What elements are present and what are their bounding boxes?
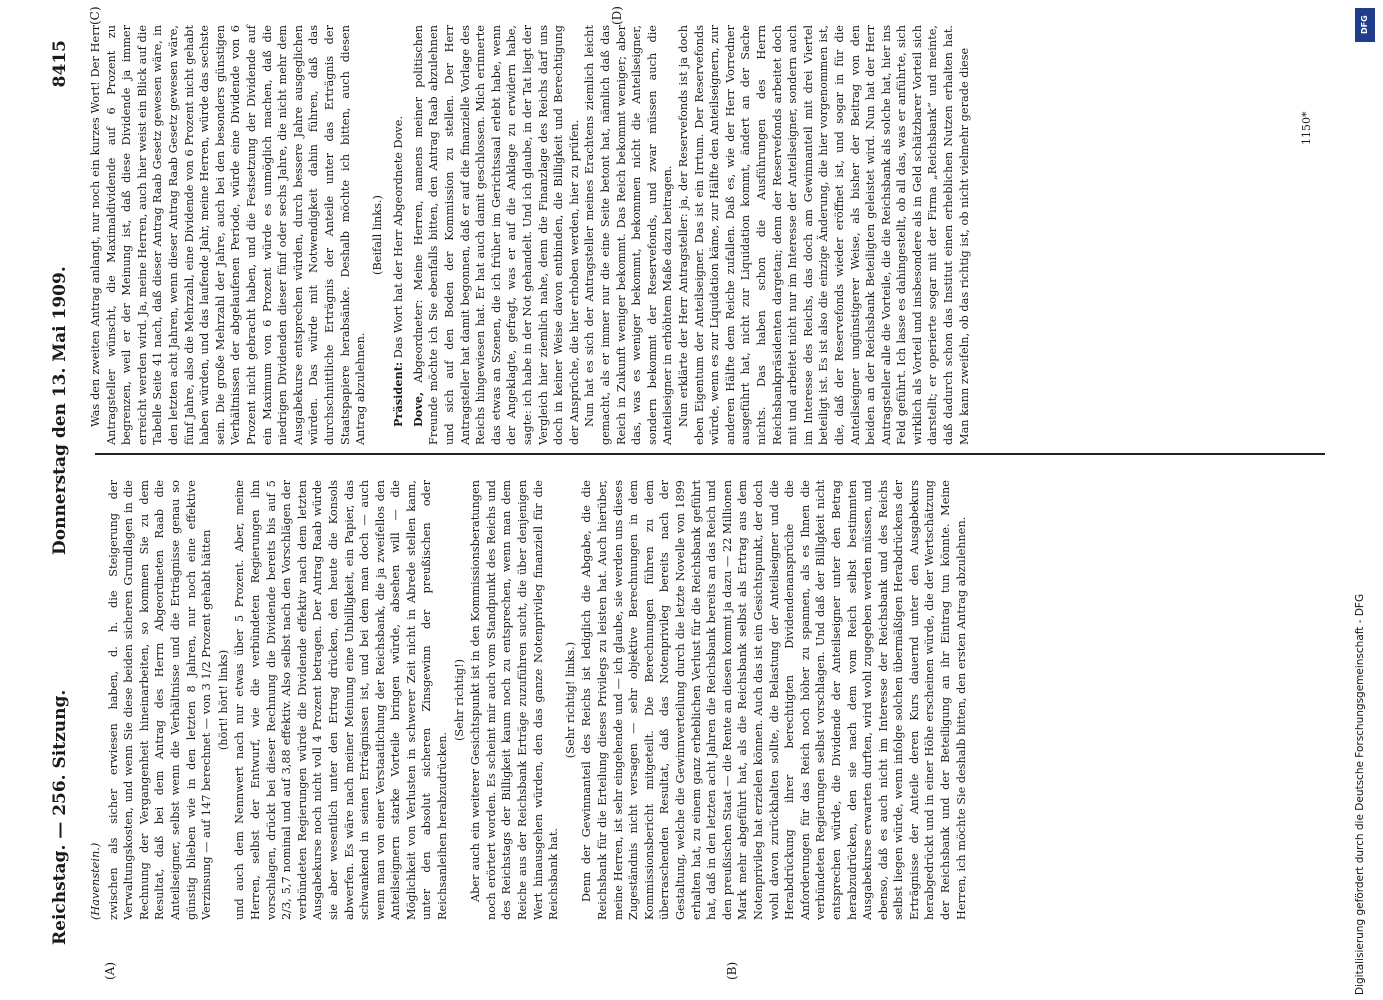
header-left: Reichstag. — 256. Sitzung. [50,689,70,945]
paragraph: und auch dem Nennwert nach nur etwas über 5 Prozent. Aber, meine Herren, selbst der Entwurf, wie die verbündeten Regierungen ihn vorschlagen, drückt bei dieser Rechnung die Dividende bereits bis auf 5 2/3, 5,7 nominal und auf 3,88 effektiv. Also selbst nach den Vorschlägen der verbündeten Regierungen würde die Dividende effektiv nach dem letzten Ausgabekurse noch nicht voll 4 Prozent betragen. Der Antrag Raab würde sie aber wesentlich unter den Ertrag drücken, den heute die Konsols abwerfen. Es wäre nach meiner Meinung eine Unbilligkeit, ein Papier, das schwankend in seinen Erträgnissen ist, und bei dem man doch — auch wenn man von einer Verstaatlichung der Reichsbank, die ja zweifellos den Anteilseignern starke Vorteile bringen würde, absehen will — die Möglichkeit von Verlusten in schwerer Zeit nicht in Abrede stellen kann, unter den absolut sicheren Zinsgewinn der preußischen oder Reichsanleihen herabzudrücken. [233,480,450,920]
paragraph: zwischen als sicher erwiesen haben, d. h. die Steigerung der Verwaltungskosten, und wenn Sie diese beiden sicheren Grundlagen in die Rechnung der Vergangenheit hineinarbeiten, so kommen Sie zu dem Resultat, daß bei dem Antrag des Herrn Abgeordneten Raab die Anteilseigner, selbst wenn die Verhältnisse und die Erträgnisse genau so günstig blieben wie in den letzten 8 Jahren, nur noch eine effektive Verzinsung — auf 147 berechnet — von 3 1/2 Prozent gehabt hätten [106,480,214,920]
column-divider [95,453,1325,455]
interjection: (Beifall links.) [370,195,384,275]
left-column [88,480,1308,920]
paragraph: Was den zweiten Antrag anlangt, nur noch ein kurzes Wort! Der Herr Antragsteller wünscht, die Maximaldividende auf 6 Prozent zu begrenzen, weil er der Meinung ist, daß diese Dividende ja immer erreicht werden wird. Ja, meine Herren, auch hier weist ein Blick auf die Tabelle Seite 41 nach, daß dieser Antrag Raab Gesetz gewesen wäre, in den letzten acht Jahren, wenn dieser Antrag Raab Gesetz gewesen wäre, fünf Jahre, also die Mehrzahl, eine Dividende von 6 Prozent nicht gehabt haben würden, und das laufende Jahr, meine Herren, würde das sechste sein. Die große Mehrzahl der Jahre, auch bei den besonders günstigen Verhältnissen der abgelaufenen Periode, würde eine Dividende von 6 Prozent nicht gebracht haben, und die Festsetzung der Dividende auf ein Maximum von 6 Prozent würde es unmöglich machen, daß die niedrigen Dividenden dieser fünf oder sechs Jahre, die nicht mehr dem Ausgabekurse entsprechen würden, durch bessere Jahre ausgeglichen würden. Das würde mit Notwendigkeit dahin führen, daß das durchschnittliche Erträgnis der Anteile unter das Erträgnis der Staatspapiere herabsänke. Deshalb möchte ich bitten, auch diesen Antrag abzulehnen. [89,25,368,445]
margin-mark-b: (B) [725,961,739,980]
paragraph: Aber auch ein weiterer Gesichtspunkt ist in den Kommissionsberatungen noch erörtert worden. Es scheint mir auch vom Standpunkt des Reichs und des Reichstags der Billigkeit kaum noch zu entsprechen, wenn man dem Reiche aus der Reichsbank Erträge zuzuführen sucht, die über denjenigen Wert hinausgehen würden, den das ganze Notenprivileg finanziell für die Reichsbank hat. [469,480,561,920]
digitization-note: Digitalisierung gefördert durch die Deutsche Forschungsgemeinschaft - DFG [1354,593,1366,995]
interjection: (hört! hört! links) [216,649,230,751]
right-column [88,25,1308,445]
speaker-text: Abgeordneter: Meine Herren, namens meiner politischen Freunde möchte ich Sie ebenfalls bitten, den Antrag Raab abzulehnen und sich auf den Boden der Kommission zu stellen. Der Herr Antragsteller hat damit begonnen, daß er auf die finanzielle Vorlage des Reichs hingewiesen hat. Er hat auch damit geschlossen. Mich erinnerte das etwas an Szenen, die ich früher im Gerichtssaal erlebt habe, wenn der Angeklagte, gefragt, was er auf die Anklage zu erwidern habe, sagte: ich habe in der Not gehandelt. Und ich glaube, in der Tat liegt der Vergleich hier ziemlich nahe, denn die Finanzlage des Reichs darf uns doch in keiner Weise davon entbinden, die Billigkeit und Berechtigung der Ansprüche, die hier erhoben werden, hier zu prüfen. [411,25,581,445]
margin-mark-a: (A) [103,961,117,980]
page-number: 8415 [50,40,70,88]
margin-mark-d: (D) [610,6,624,25]
interjection: (Sehr richtig! links.) [563,641,577,759]
president-text: Das Wort hat der Herr Abgeordnete Dove. [392,115,406,359]
header-date: Donnerstag den 13. Mai 1909. [50,266,70,555]
speaker-label: Dove, [410,391,425,427]
time-stamp: 1150* [1300,111,1313,145]
interjection: (Sehr richtig!) [452,658,466,742]
page-header [40,40,80,945]
margin-mark-c: (C) [88,6,102,25]
paragraph: Denn der Gewinnanteil des Reichs ist lediglich die Abgabe, die die Reichsbank für die Erteilung dieses Privilegs zu leisten hat. Auch hierüber, meine Herren, ist sehr eingehende und — ich glaube, sie werden uns dieses Zugeständnis nicht versagen — sehr objektive Berechnungen in dem Kommissionsbericht mitgeteilt. Die Berechnungen führen zu dem überraschenden Resultat, daß das Notenprivileg bereits nach der Gestaltung, welche die Gewinnverteilung durch die letzte Novelle von 1899 erhalten hat, zu einem ganz erheblichen Verlust für die Reichsbank geführt hat, daß in den letzten acht Jahren die Reichsbank bereits an das Reich und den preußischen Staat — die Rente an diesen kommt ja dazu — 22 Millionen Mark mehr abgeführt hat, als die Reichsbank selbst als Ertrag aus dem Notenprivileg hat erzielen können. Auch das ist ein Gesichtspunkt, der doch wohl davon zurückhalten sollte, die Belastung der Anteilseigner und die Herabdrückung ihrer berechtigten Dividendenansprüche die Anforderungen für das Reich noch höher zu spannen, als es Ihnen die verbündeten Regierungen selbst vorschlagen. Und daß der Billigkeit nicht entsprechen würde, die Dividende der Anteilseigner unter den Betrag herabzudrücken, den sie nach dem vom Reich selbst bestimmten Ausgabekurse erwarten durften, wird wohl zugegeben werden müssen, und ebenso, daß es auch nicht im Interesse der Reichsbank und des Reichs selbst liegen würde, wenn infolge solchen übermäßigen Herabdrückens der Erträgnisse der Anteile deren Kurs dauernd unter den Ausgabekurs herabgedrückt und in einer Höhe erscheinen würde, die der Wertschätzung der Reichsbank und der Beteiligung an ihr Eintrag tun könnte. Meine Herren, ich möchte Sie deshalb bitten, den ersten Antrag abzulehnen. [580,480,968,920]
president-label: Präsident: [391,361,406,427]
dfg-logo: DFG [1355,8,1375,42]
paragraph: Nun hat es sich der Antragsteller meines Erachtens ziemlich leicht gemacht, als er immer nur die eine Seite betont hat, nämlich daß das Reich in Zukunft weniger bekommt. Das Reich bekommt weniger; aber das, was es weniger bekommt, bekommen nicht die Anteilseigner, sondern bekommt der Reservefonds, und zwar müssen auch die Anteilseigner in erhöhtem Maße dazu beitragen. [583,25,675,445]
speaker-continuation: (Havenstein.) [89,842,102,920]
paragraph: Nun erklärte der Herr Antragsteller: ja, der Reservefonds ist ja doch eben Eigentum der Anteilseigner. Das ist ein Irrtum. Der Reservefonds würde, wenn es zur Liquidation käme, zur Hälfte den Anteilseignern, zur anderen Hälfte dem Reiche zufallen. Daß es, wie der Herr Vorredner ausgeführt hat, nicht zur Liquidation kommt, ändert an der Sache nichts. Das haben schon die Ausführungen des Herrn Reichsbankpräsidenten dargetan; denn der Reservefonds arbeitet doch mit und arbeitet nicht nur im Interesse der Anteilseigner, sondern auch im Interesse des Reichs, das doch am Gewinnanteil mit drei Viertel beteiligt ist. Es ist also die einzige Änderung, die hier vorgenommen ist, die, daß der Reservefonds wieder eröffnet ist, und sogar in für die Anteilseigner ungünstigerer Weise, als bisher der Beitrag von den beiden an der Reichsbank Beteiligten geleistet wird. Nun hat der Herr Antragsteller alle die Vorteile, die die Reichsbank als solche hat, hier ins Feld geführt. Ich lasse es dahingestellt, ob all das, was er anführte, sich wirklich als Vorteil und insbesondere als in Geld schätzbarer Vorteil sich darstellt; er operierte sogar mit der Firma „Reichsbank“ und meinte, daß dadurch schon das Institut einen erheblichen Nutzen erhalten hat. Man kann zweifeln, ob das richtig ist, ob nicht vielmehr gerade diese [676,25,971,445]
